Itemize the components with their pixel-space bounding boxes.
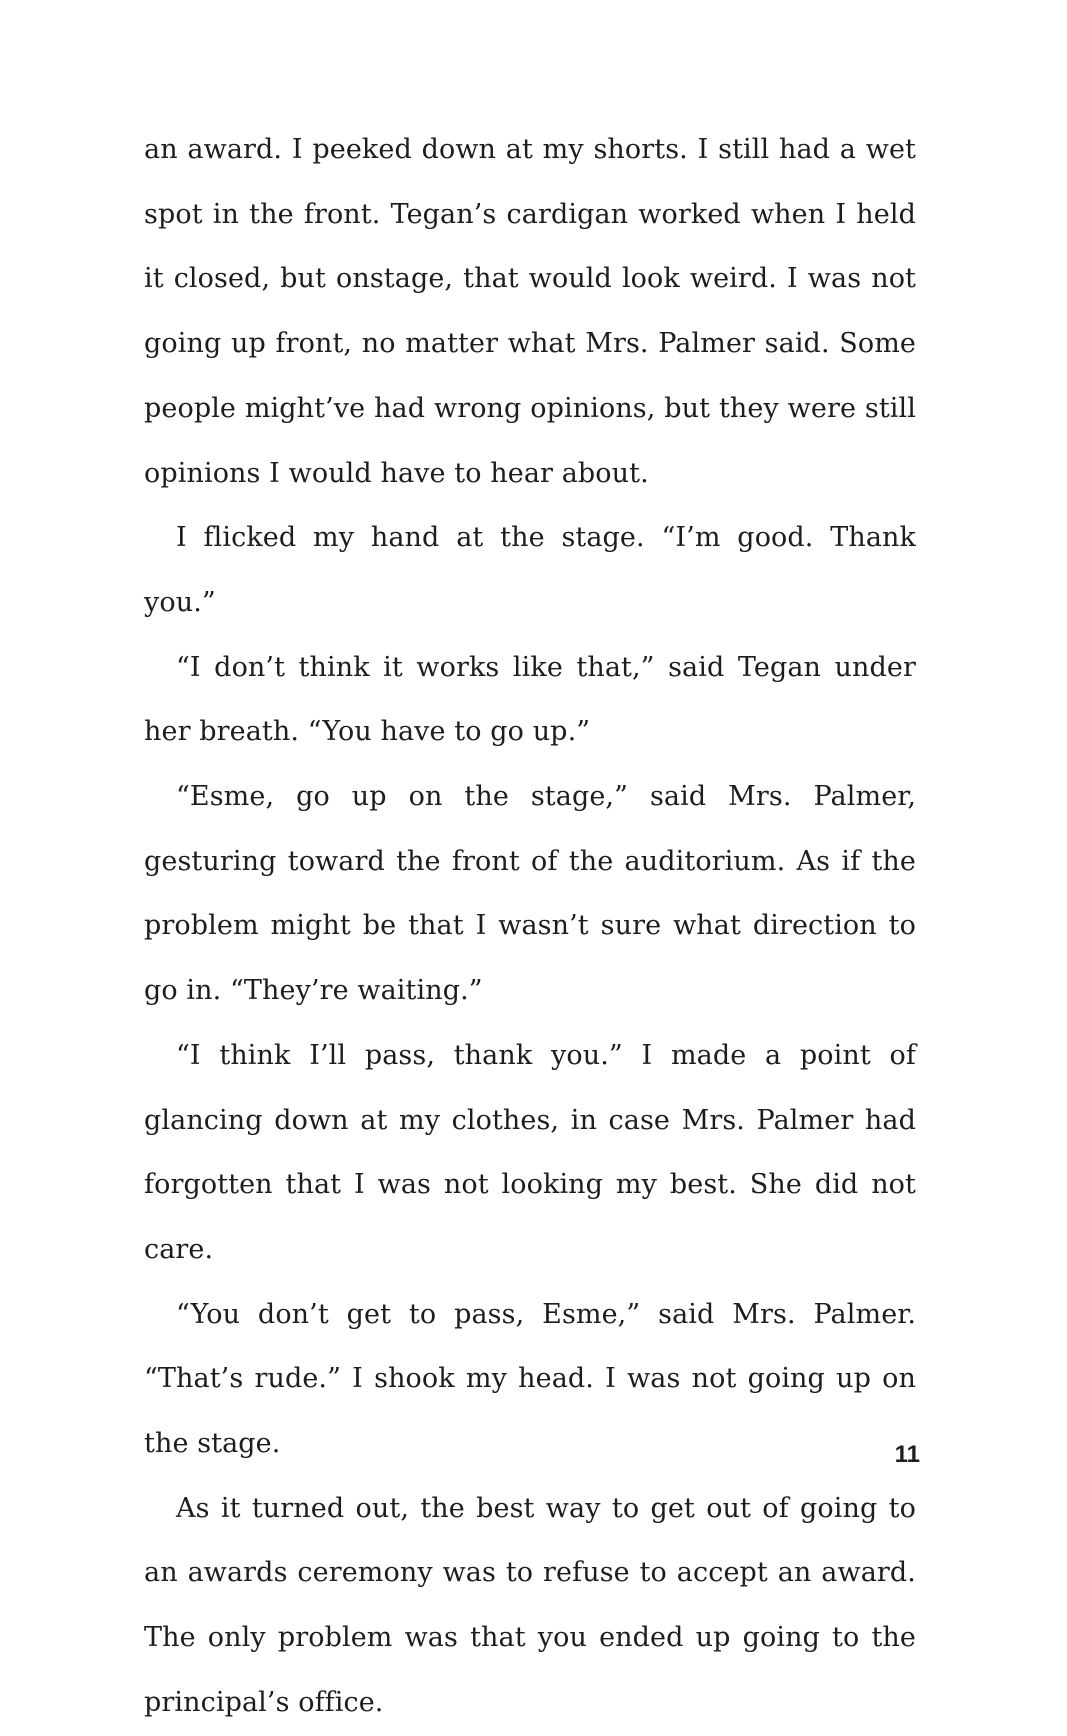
paragraph-3: “I don’t think it works like that,” said Tegan under her breath. “You have to go up.” [144,651,916,748]
page-number: 11 [894,1441,920,1468]
paragraph-5: “I think I’ll pass, thank you.” I made a point of glancing down at my clothes, in case Mrs. Palmer had forgotten that I was not looking my best. She did not care. [144,1039,916,1265]
body-text [144,118,916,1736]
paragraph-2: I flicked my hand at the stage. “I’m good. Thank you.” [144,522,916,618]
paragraph-4: “Esme, go up on the stage,” said Mrs. Palmer, gesturing toward the front of the auditorium. As if the problem might be that I wasn’t sure what direction to go in. “They’re waiting.” [144,781,916,1007]
paragraph-1: an award. I peeked down at my shorts. I still had a wet spot in the front. Tegan’s cardigan worked when I held it closed, but onstage, that would look weird. I was not going up front, no matter what Mrs. Palmer said. Some people might’ve had wrong opinions, but they were still opinions I would have to hear about. [144,134,916,489]
paragraph-6: “You don’t get to pass, Esme,” said Mrs. Palmer. “That’s rude.” I shook my head. I was not going up on the stage. [144,1298,916,1460]
paragraph-7: As it turned out, the best way to get out of going to an awards ceremony was to refuse to accept an award. The only problem was that you ended up going to the principal’s office. [144,1492,916,1718]
